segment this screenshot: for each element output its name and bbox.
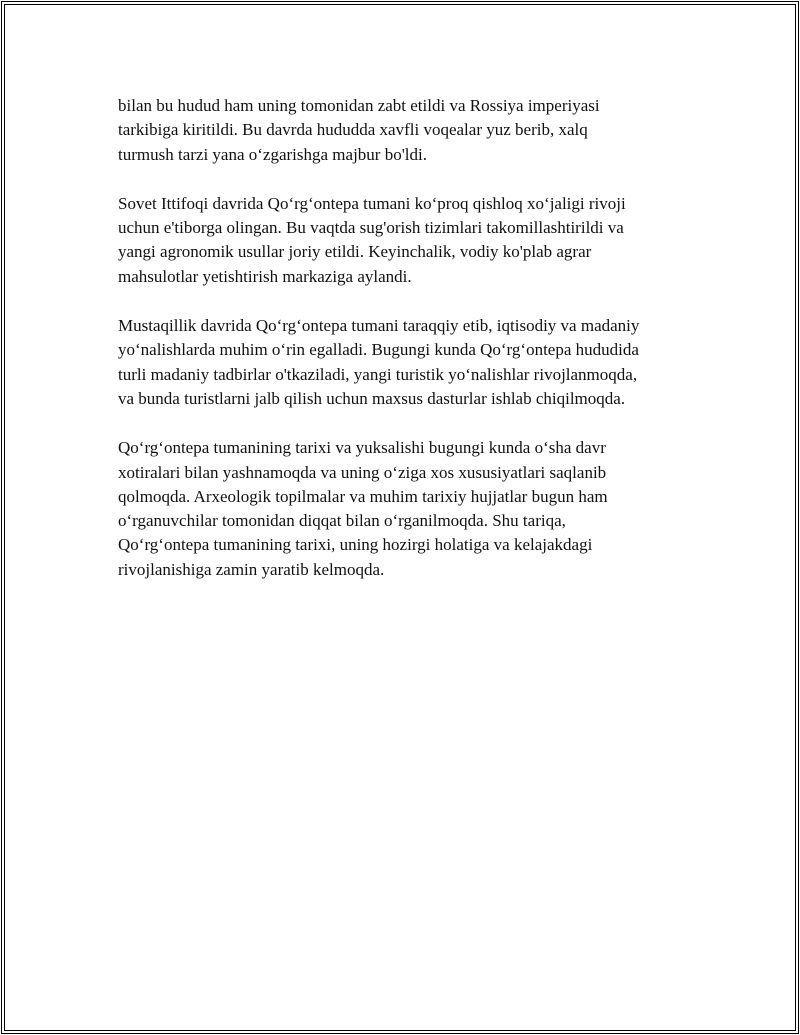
paragraph-2: Sovet Ittifoqi davrida Qoʻrgʻontepa tumani koʻproq qishloq xoʻjaligi rivoji uchun e'tiborga olingan. Bu vaqtda sug'orish tizimlari takomillashtirildi va yangi agronomik usullar joriy etildi. Keyinchalik, vodiy ko'plab agrar mahsulotlar yetishtirish markaziga aylandi.: [118, 193, 626, 286]
paragraph-4: Qoʻrgʻontepa tumanining tarixi va yuksalishi bugungi kunda oʻsha davr xotiralari bilan yashnamoqda va uning oʻziga xos xususiyatlari saqlanib qolmoqda. Arxeologik topilmalar va muhim tarixiy hujjatlar bugun ham oʻrganuvchilar tomonidan diqqat bilan oʻrganilmoqda. Shu tariqa, Qoʻrgʻontepa tumanining tarixi, uning hozirgi holatiga va kelajakdagi rivojlanishiga zamin yaratib kelmoqda.: [118, 438, 608, 579]
paragraph-3: Mustaqillik davrida Qoʻrgʻontepa tumani taraqqiy etib, iqtisodiy va madaniy yoʻnalishlarda muhim oʻrin egalladi. Bugungi kunda Qoʻrgʻontepa hududida turli madaniy tadbirlar o'tkaziladi, yangi turistik yoʻnalishlar rivojlanmoqda, va bunda turistlarni jalb qilish uchun maxsus dasturlar ishlab chiqilmoqda.: [118, 316, 640, 408]
paragraph-1: bilan bu hudud ham uning tomonidan zabt etildi va Rossiya imperiyasi tarkibiga kiritildi. Bu davrda hududda xavfli voqealar yuz berib, xalq turmush tarzi yana oʻzgarishga majbur bo'ldi.: [118, 96, 600, 164]
document-body: [118, 94, 698, 607]
